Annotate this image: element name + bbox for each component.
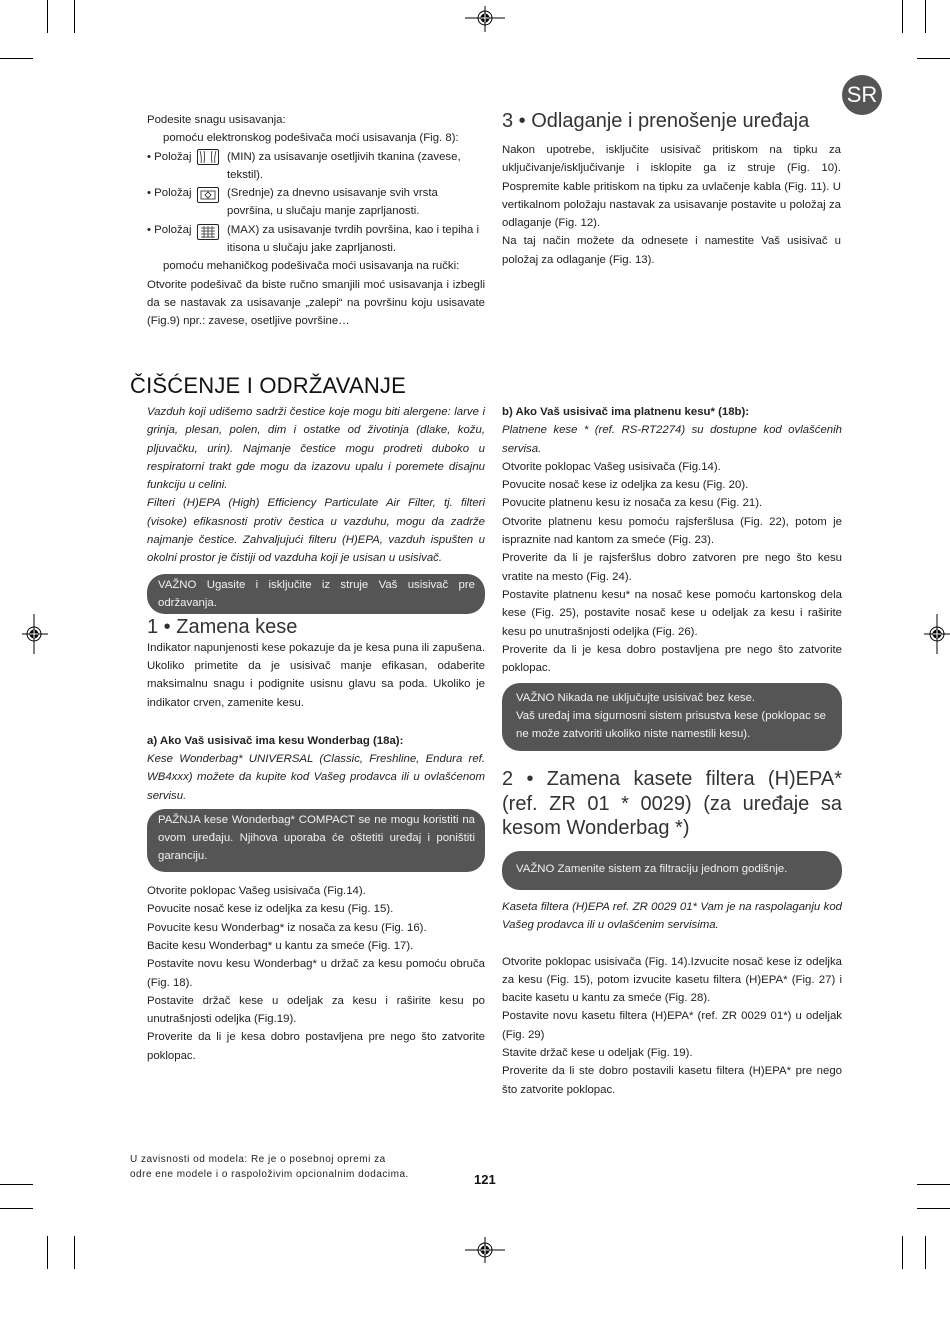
section-heading-cleaning: ČIŠĆENJE I ODRŽAVANJE: [130, 373, 406, 398]
mechanical-regulator-body: Otvorite podešivač da biste ručno smanjili moć usisavanja i izbegli da se nastavak za usisavanje „zalepi“ na površinu koju usisavate (Fig.9) npr.: zavese, osetljive površine…: [147, 278, 485, 328]
allergen-paragraph: Vazduh koji udišemo sadrži čestice koje mogu biti alergene: larve i grinja, plesan, polen, dim i ostatke od životinja (dlake, kožu, pljuvačku, urin). Najmanje čestice mogu prodreti duboko u respiratorni trakt gde mogu da izazovu upalu i poremete disajnu funkciju u celini.: [147, 406, 485, 492]
step: Otvorite poklopac usisivača (Fig. 14).Izvucite nosač kese iz odeljka za kesu (Fig. 15), potom izvucite kasetu filtera (H)EPA* (Fig. 27) i bacite kasetu u kantu za smeće (Fig. 28).: [502, 955, 842, 1005]
step: Postavite novu kasetu filtera (H)EPA* (ref. ZR 0029 01*) u odeljak (Fig. 29): [502, 1010, 842, 1041]
important-note-no-bag: VAŽNO Nikada ne uključujte usisivač bez kese. Vaš uređaj ima sigurnosni sistem prisustva kese (poklopac se ne može zatvoriti ukoliko niste namestili kesu).: [502, 683, 842, 751]
warning-note-compact: PAŽNJA kese Wonderbag* COMPACT se ne mogu koristiti na ovom uređaju. Njihova uporaba će oštetiti uređaj i poništiti garanciju.: [147, 809, 485, 872]
important-note-unplug: VAŽNO Ugasite i isključite iz struje Vaš usisivač pre održavanja.: [147, 574, 485, 614]
right-column: [502, 403, 842, 1099]
registration-mark-right: [924, 614, 950, 654]
important-note-filter-yearly: VAŽNO Zamenite sistem za filtraciju jednom godišnje.: [502, 851, 842, 890]
registration-mark-top: [465, 6, 505, 32]
footnote: U zavisnosti od modela: Re je o posebnoj opremi za odre ene modele i o raspoloživim opcionalnim dodacima.: [130, 1154, 409, 1180]
step: Proverite da li ste dobro postavili kasetu filtera (H)EPA* pre nego što zatvorite poklopac.: [502, 1065, 842, 1096]
bag-replacement-heading: 1 • Zamena kese: [147, 615, 298, 638]
step: Proverite da li je rajsferšlus dobro zatvoren pre nego što kesu vratite na mesto (Fig. 24).: [502, 552, 842, 583]
suction-settings-section: [147, 111, 485, 331]
storage-section: [502, 110, 841, 269]
cloth-bag-steps: [502, 458, 842, 678]
step: Povucite platnenu kesu iz nosača za kesu (Fig. 21).: [502, 497, 763, 510]
wonderbag-subheading: a) Ako Vaš usisivač ima kesu Wonderbag (18a):: [147, 734, 404, 747]
step: Otvorite poklopac Vašeg usisivača (Fig.14).: [147, 885, 366, 898]
cloth-bag-subheading: b) Ako Vaš usisivač ima platnenu kesu* (18b):: [502, 406, 750, 418]
storage-heading: 3 • Odlaganje i prenošenje uređaja: [502, 110, 810, 132]
step: Postavite držač kese u odeljak za kesu i raširite kesu po unutrašnjosti odeljka (Fig.19).: [147, 994, 485, 1026]
step: Proverite da li je kesa dobro postavljena pre nego što zatvorite poklopac.: [502, 643, 842, 675]
language-badge: [842, 75, 882, 115]
carpet-icon: [197, 224, 219, 240]
hepa-paragraph: Filteri (H)EPA (High) Efficiency Particulate Air Filter, tj. filteri (visoke) efikasnosti protiv čestica u vazduhu, mogu da zadrže najmanje čestice. Zahvaljujući filteru (H)EPA, vazduh ispušten u okolni prostor je čistiji od vazduha koji je usisan u usisivač.: [147, 497, 485, 565]
position-max: • Položaj (MAX) za usisavanje tvrdih površina, kao i tepiha i itisona u slučaju jake zaprljanosti.: [147, 223, 479, 255]
step: Povucite nosač kese iz odeljka za kesu (Fig. 15).: [147, 903, 394, 916]
left-column: [147, 403, 485, 1065]
registration-mark-bottom: [465, 1237, 505, 1263]
storage-paragraph-1: Nakon upotrebe, isključite usisivač pritiskom na tipku za uključivanje/isključivanje i isklopite ga iz struje (Fig. 10). Pospremite kable pritiskom na tipku za uvlačenje kabla (Fig. 11). U vertikalnom položaju nastavak za usisavanje postavite u položaj za odlaganje (Fig. 12).: [502, 144, 841, 230]
step: Otvorite poklopac Vašeg usisivača (Fig.14).: [502, 460, 721, 473]
floor-icon: [197, 187, 219, 203]
curtain-icon: [197, 149, 219, 165]
wonderbag-steps: [147, 882, 485, 1065]
step: Proverite da li je kesa dobro postavljena pre nego što zatvorite poklopac.: [147, 1031, 485, 1062]
position-min: • Položaj (MIN) za usisavanje osetljivih tkanina (zavese, tekstil).: [147, 148, 485, 185]
storage-paragraph-2: Na taj način možete da odnesete i namestite Vaš usisivač u položaj za odlaganje (Fig. 13).: [502, 235, 841, 266]
step: Postavite platnenu kesu* na nosač kese pomoću kartonskog dela kese (Fig. 25), postavite nosač kese u odeljak za kesu i raširite kesu po unutrašnjosti odeljka (Fig. 26).: [502, 588, 842, 638]
hepa-steps: [502, 953, 842, 1099]
wonderbag-availability: Kese Wonderbag* UNIVERSAL (Classic, Freshline, Endura ref. WB4xxx) možete da kupite kod Vašeg prodavca ili u ovlašćenom servisu.: [147, 753, 485, 802]
step: Bacite kesu Wonderbag* u kantu za smeće (Fig. 17).: [147, 939, 414, 952]
hepa-replacement-heading: 2 • Zamena kasete filtera (H)EPA* (ref. ZR 01 * 0029) (za uređaje sa kesom Wonderbag *): [502, 768, 842, 840]
hepa-availability: Kaseta filtera (H)EPA ref. ZR 0029 01* Vam je na raspolaganju kod Vašeg prodavca ili u ovlašćenim servisima.: [502, 900, 842, 932]
step: Stavite držač kese u odeljak (Fig. 19).: [502, 1047, 693, 1060]
cloth-bag-availability: Platnene kese * (ref. RS-RT2274) su dostupne kod ovlašćenih servisa.: [502, 424, 842, 455]
suction-intro: Podesite snagu usisavanja:: [147, 114, 286, 126]
step: Postavite novu kesu Wonderbag* u držač za kesu pomoću obruča (Fig. 18).: [147, 958, 485, 989]
mechanical-regulator-heading: pomoću mehaničkog podešivača moći usisavanja na ručki:: [163, 260, 460, 273]
bag-indicator-paragraph: Indikator napunjenosti kese pokazuje da je kesa puna ili zapušena. Ukoliko primetite da je usisivač manje efikasan, odaberite maksimalnu snagu i podignite usisnu glavu sa poda. Ukoliko je indikator crven, zamenite kesu.: [147, 641, 485, 709]
language-badge-label: SR: [846, 82, 878, 107]
page-number: 121: [474, 1172, 496, 1187]
step: Povucite kesu Wonderbag* iz nosača za kesu (Fig. 16).: [147, 921, 427, 934]
registration-mark-left: [22, 614, 48, 654]
position-medium: • Položaj (Srednje) za dnevno usisavanje svih vrsta površina, u slučaju manje zaprljanosti.: [147, 187, 438, 218]
step: Povucite nosač kese iz odeljka za kesu (Fig. 20).: [502, 479, 749, 492]
electronic-regulator-heading: pomoću elektronskog podešivača moći usisavanja (Fig. 8):: [163, 132, 459, 145]
step: Otvorite platnenu kesu pomoću rajsferšlusa (Fig. 22), potom je ispraznite nad kantom za smeće (Fig. 23).: [502, 515, 842, 547]
